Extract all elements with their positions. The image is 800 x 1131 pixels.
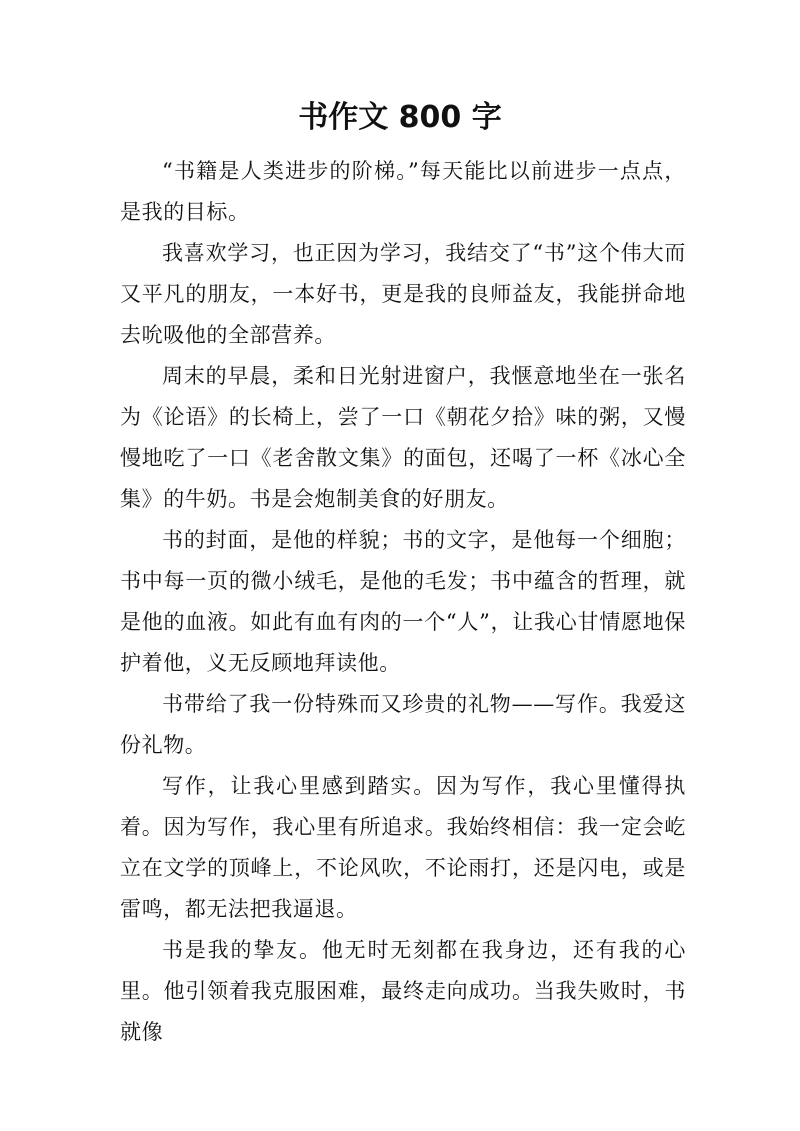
paragraph-2: 我喜欢学习，也正因为学习，我结交了“书”这个伟大而又平凡的朋友，一本好书，更是我的良师益友，我能拼命地去吮吸他的全部营养。 [120, 241, 686, 347]
paragraph-4: 书的封面，是他的样貌；书的文字，是他每一个细胞；书中每一页的微小绒毛，是他的毛发；书中蕴含的哲理，就是他的血液。如此有血有肉的一个“人”，让我心甘情愿地保护着他，义无反顾地拜读他。 [120, 528, 686, 675]
paragraph-1: “书籍是人类进步的阶梯。”每天能比以前进步一点点，是我的目标。 [120, 159, 686, 224]
paragraph-6: 写作，让我心里感到踏实。因为写作，我心里懂得执着。因为写作，我心里有所追求。我始终相信：我一定会屹立在文学的顶峰上，不论风吹，不论雨打，还是闪电，或是雷鸣，都无法把我逼退。 [120, 774, 686, 921]
document-body [120, 151, 686, 1053]
paragraph-7: 书是我的挚友。他无时无刻都在我身边，还有我的心里。他引领着我克服困难，最终走向成功。当我失败时，书就像 [120, 938, 686, 1044]
document-title: 书作文 800 字 [298, 100, 502, 135]
paragraph-3: 周末的早晨，柔和日光射进窗户，我惬意地坐在一张名为《论语》的长椅上，尝了一口《朝花夕拾》味的粥，又慢慢地吃了一口《老舍散文集》的面包，还喝了一杯《冰心全集》的牛奶。书是会炮制美食的好朋友。 [120, 364, 686, 511]
paragraph-5: 书带给了我一份特殊而又珍贵的礼物——写作。我爱这份礼物。 [120, 692, 686, 757]
